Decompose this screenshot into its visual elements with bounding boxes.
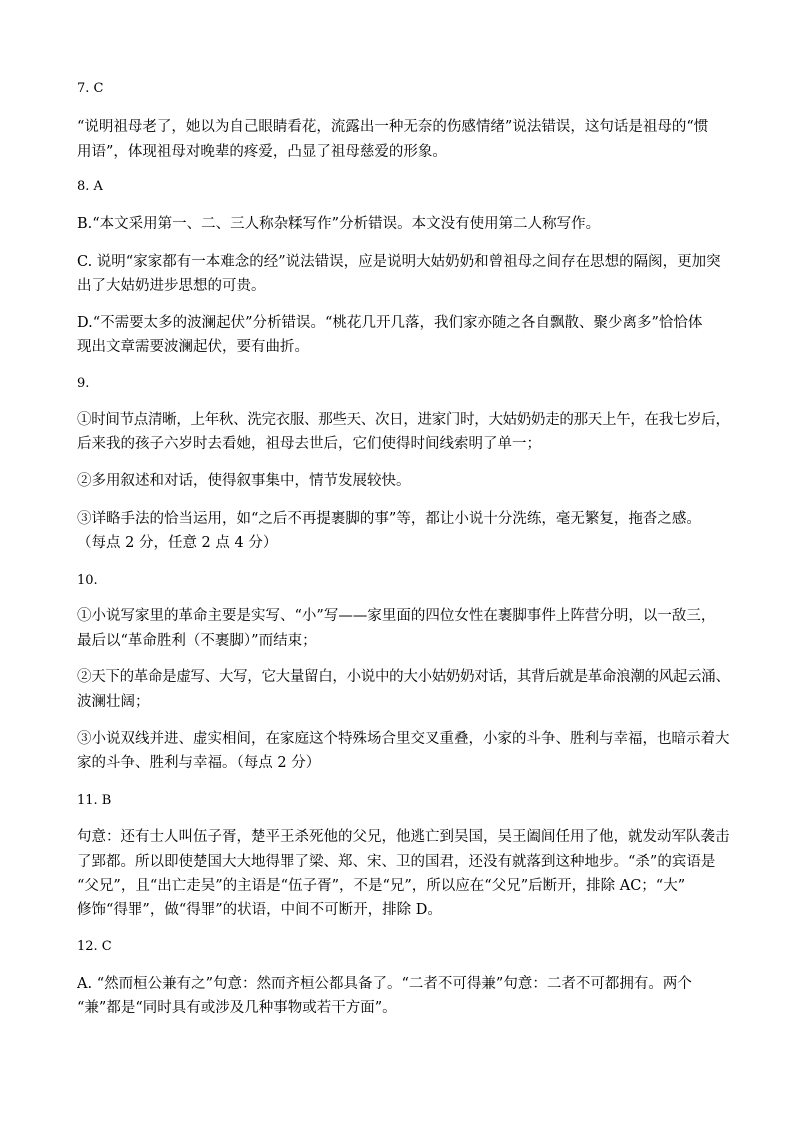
q10-heading: 10. (77, 573, 98, 588)
q11-line-2: 了郢都。所以即使楚国大大地得罪了梁、郑、宋、卫的国君，还没有就落到这种地步。“杀”的宾语是 (77, 854, 716, 870)
q10-point-1-line-2: 最后以“革命胜利（不裹脚）”而结束； (77, 633, 317, 649)
q12-line-2: “兼”都是“同时具有或涉及几种事物或若干方面”。 (77, 1000, 397, 1016)
q9-point-3-line-1: ③详略手法的恰当运用，如“之后不再提裹脚的事”等，都让小说十分洗练，毫无繁复，拖沓之感。 (77, 511, 701, 527)
q10-point-3-line-2: 家的斗争、胜利与幸福。（每点 2 分） (77, 755, 321, 771)
q12-line-1: A. “然而桓公兼有之”句意：然而齐桓公都具备了。“二者不可得兼”句意：二者不可都拥有。两个 (77, 976, 692, 992)
q8-option-b: B.“本文采用第一、二、三人称杂糅写作”分析错误。本文没有使用第二人称写作。 (77, 216, 601, 232)
q11-line-1: 句意：还有士人叫伍子胥，楚平王杀死他的父兄，他逃亡到吴国，吴王阖闾任用了他，就发动军队袭击 (77, 829, 730, 845)
q8-option-d-line-2: 现出文章需要波澜起伏，要有曲折。 (77, 339, 309, 355)
q11-line-3: “父兄”，且“出亡走吴”的主语是“伍子胥”，不是“兄”，所以应在“父兄”后断开，排除 AC；“大” (77, 878, 686, 894)
q10-point-2-line-2: 波澜壮阔； (77, 694, 150, 710)
q10-point-3-line-1: ③小说双线并进、虚实相间，在家庭这个特殊场合里交叉重叠，小家的斗争、胜利与幸福，也暗示着大 (77, 731, 730, 747)
q9-point-2: ②多用叙述和对话，使得叙事集中，情节发展较快。 (77, 473, 411, 489)
q8-option-d-line-1: D.“不需要太多的波澜起伏”分析错误。“桃花几开几落，我们家亦随之各自飘散、聚少离多”恰恰体 (77, 315, 703, 331)
q7-line-2: 用语”，体现祖母对晚辈的疼爱，凸显了祖母慈爱的形象。 (77, 144, 447, 160)
q9-point-1-line-2: 后来我的孩子六岁时去看她，祖母去世后，它们使得时间线索明了单一； (77, 436, 541, 452)
q8-option-c-line-1: C. 说明“家家都有一本难念的经”说法错误，应是说明大姑奶奶和曾祖母之间存在思想的隔阂，更加突 (77, 254, 721, 270)
q10-point-1-line-1: ①小说写家里的革命主要是实写、“小”写——家里面的四位女性在裹脚事件上阵营分明，以一敌三， (77, 608, 716, 624)
q10-point-2-line-1: ②天下的革命是虚写、大写，它大量留白，小说中的大小姑奶奶对话，其背后就是革命浪潮的风起云涌、 (77, 669, 730, 685)
q8-option-c-line-2: 出了大姑奶进步思想的可贵。 (77, 278, 266, 294)
q12-heading: 12. C (77, 939, 112, 954)
q7-line-1: “说明祖母老了，她以为自己眼睛看花，流露出一种无奈的伤感情绪”说法错误，这句话是祖母的“惯 (77, 119, 709, 135)
q11-line-4: 修饰“得罪”，做“得罪”的状语，中间不可断开，排除 D。 (77, 902, 442, 918)
q11-heading: 11. B (77, 793, 112, 808)
q7-heading: 7. C (77, 81, 104, 96)
q9-heading: 9. (77, 376, 90, 391)
q9-point-1-line-1: ①时间节点清晰，上年秋、洗完衣服、那些天、次日，进家门时，大姑奶奶走的那天上午，在我七岁后， (77, 412, 730, 428)
q8-heading: 8. A (77, 179, 103, 194)
q9-point-3-line-2: （每点 2 分，任意 2 点 4 分） (77, 535, 278, 551)
